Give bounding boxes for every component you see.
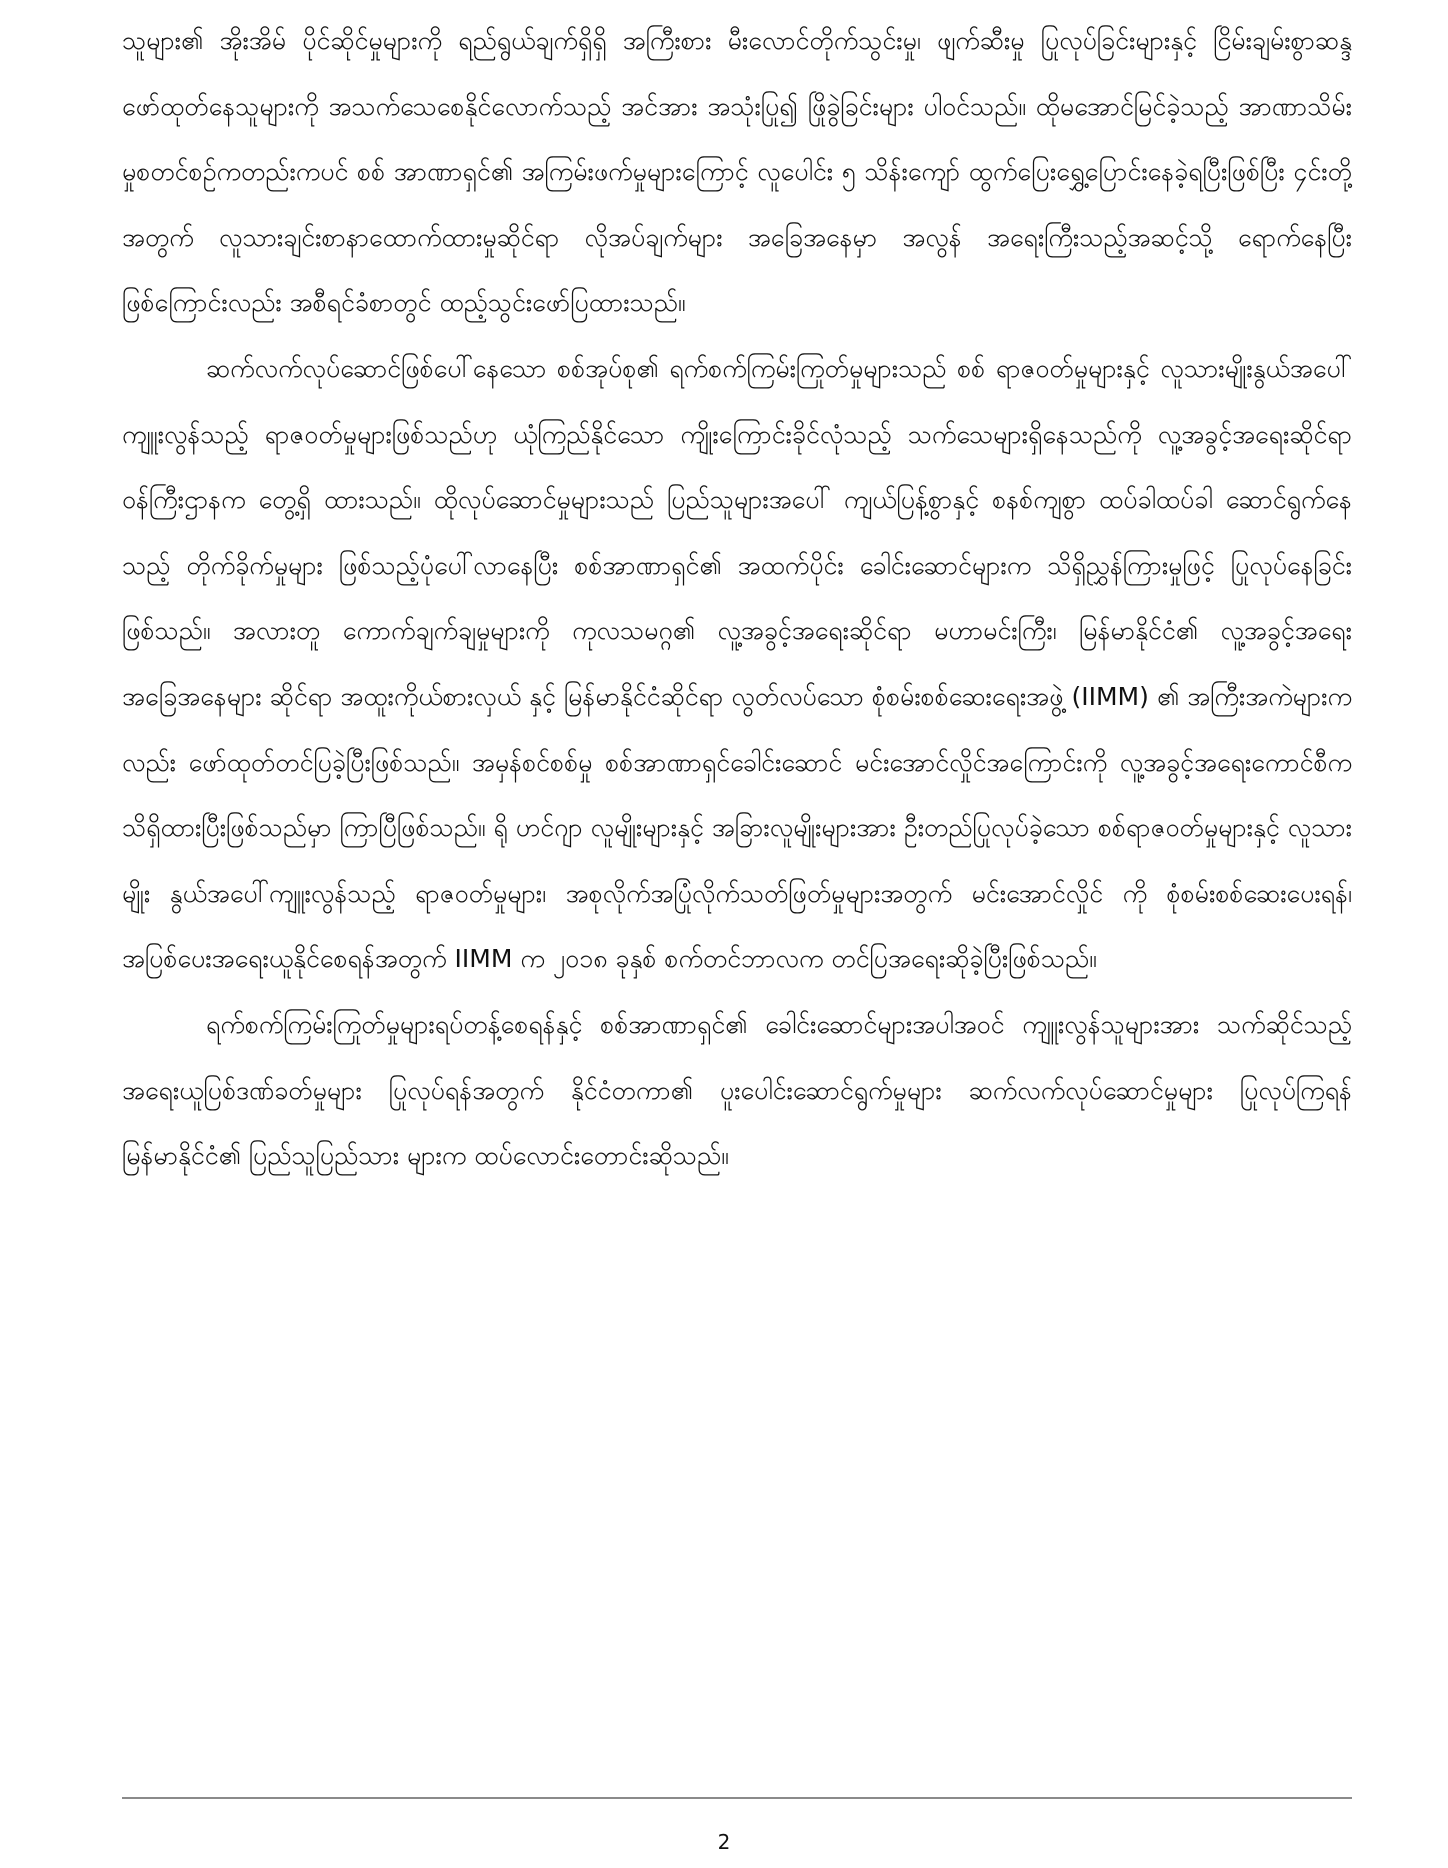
paragraph-1: သူများ၏ အိုးအိမ် ပိုင်ဆိုင်မှုများကို ရည်ရွယ်ချက်ရှိရှိ အကြီးစား မီးလောင်တိုက်သွင်းမှု၊ ဖျက်ဆီးမှု ပြုလုပ်ခြင်းများနှင့် ငြိမ်းချမ်းစွာဆန္ဒဖော်ထုတ်နေသူများကို အသက်သေစေနိုင်လောက်သည့် အင်အား အသုံးပြု၍ ဖြိုခွဲခြင်းများ ပါဝင်သည်။ ထိုမအောင်မြင်ခဲ့သည့် အာဏာသိမ်းမှုစတင်စဉ်ကတည်းကပင် စစ် အာဏာရှင်၏ အကြမ်းဖက်မှုများကြောင့် လူပေါင်း ၅ သိန်းကျော် ထွက်ပြေးရွှေ့ပြောင်းနေခဲ့ရပြီးဖြစ်ပြီး ၄င်းတို့အတွက် လူသားချင်းစာနာထောက်ထားမှုဆိုင်ရာ လိုအပ်ချက်များ အခြေအနေမှာ အလွန် အရေးကြီးသည့်အဆင့်သို့ ရောက်နေပြီးဖြစ်ကြောင်းလည်း အစီရင်ခံစာတွင် ထည့်သွင်းဖော်ပြထားသည်။ <box>122 26 1352 318</box>
paragraph-2: ဆက်လက်လုပ်ဆောင်ဖြစ်ပေါ်နေသော စစ်အုပ်စု၏ ရက်စက်ကြမ်းကြုတ်မှုများသည် စစ် ရာဇဝတ်မှုများနှင့် လူသားမျိုးနွယ်အပေါ် ကျူးလွန်သည့် ရာဇဝတ်မှုများဖြစ်သည်ဟု ယုံကြည်နိုင်သော ကျိုးကြောင်းခိုင်လုံသည့် သက်သေများရှိနေသည်ကို လူ့အခွင့်အရေးဆိုင်ရာဝန်ကြီးဌာနက တွေ့ရှိ ထားသည်။ ထိုလုပ်ဆောင်မှုများသည် ပြည်သူများအပေါ် ကျယ်ပြန့်စွာနှင့် စနစ်ကျစွာ ထပ်ခါထပ်ခါ ဆောင်ရွက်နေသည့် တိုက်ခိုက်မှုများ ဖြစ်သည့်ပုံပေါ်လာနေပြီး စစ်အာဏာရှင်၏ အထက်ပိုင်း ခေါင်းဆောင်များက သိရှိညွှန်ကြားမှုဖြင့် ပြုလုပ်နေခြင်းဖြစ်သည်။ အလားတူ ကောက်ချက်ချမှုများကို ကုလသမဂ္ဂ၏ လူ့အခွင့်အရေးဆိုင်ရာ မဟာမင်းကြီး၊ မြန်မာနိုင်ငံ၏ လူ့အခွင့်အရေး အခြေအနေများ ဆိုင်ရာ အထူးကိုယ်စားလှယ် နှင့် မြန်မာနိုင်ငံဆိုင်ရာ လွတ်လပ်သော စုံစမ်းစစ်ဆေးရေးအဖွဲ့ (IIMM) ၏ အကြီးအကဲများကလည်း ဖော်ထုတ်တင်ပြခဲ့ပြီးဖြစ်သည်။ အမှန်စင်စစ်မှု စစ်အာဏာရှင်ခေါင်းဆောင် မင်းအောင်လှိုင်အကြောင်းကို လူ့အခွင့်အရေးကောင်စီက သိရှိထားပြီးဖြစ်သည်မှာ ကြာပြီဖြစ်သည်။ ရို ဟင်ဂျာ လူမျိုးများနှင့် အခြားလူမျိုးများအား ဦးတည်ပြုလုပ်ခဲ့သော စစ်ရာဇဝတ်မှုများနှင့် လူသားမျိုး နွယ်အပေါ်ကျူးလွန်သည့် ရာဇဝတ်မှုများ၊ အစုလိုက်အပြုံလိုက်သတ်ဖြတ်မှုများအတွက် မင်းအောင်လှိုင် ကို စုံစမ်းစစ်ဆေးပေးရန်၊ အပြစ်ပေးအရေးယူနိုင်စေရန်အတွက် IIMM က ၂၀၁၈ ခုနှစ် စက်တင်ဘာလက တင်ပြအရေးဆိုခဲ့ပြီးဖြစ်သည်။ <box>122 353 1352 974</box>
body-text <box>122 8 1352 1189</box>
footer-divider <box>122 1797 1352 1799</box>
page-number: 2 <box>717 1830 731 1854</box>
paragraph-3: ရက်စက်ကြမ်းကြုတ်မှုများရပ်တန့်စေရန်နှင့် စစ်အာဏာရှင်၏ ခေါင်းဆောင်များအပါအဝင် ကျူးလွန်သူများအား သက်ဆိုင်သည့် အရေးယူပြစ်ဒဏ်ခတ်မှုများ ပြုလုပ်ရန်အတွက် နိုင်ငံတကာ၏ ပူးပေါင်းဆောင်ရွက်မှုများ ဆက်လက်လုပ်ဆောင်မှုများ ပြုလုပ်ကြရန် မြန်မာနိုင်ငံ၏ ပြည်သူပြည်သား များက ထပ်လောင်းတောင်းဆိုသည်။ <box>122 1009 1352 1171</box>
